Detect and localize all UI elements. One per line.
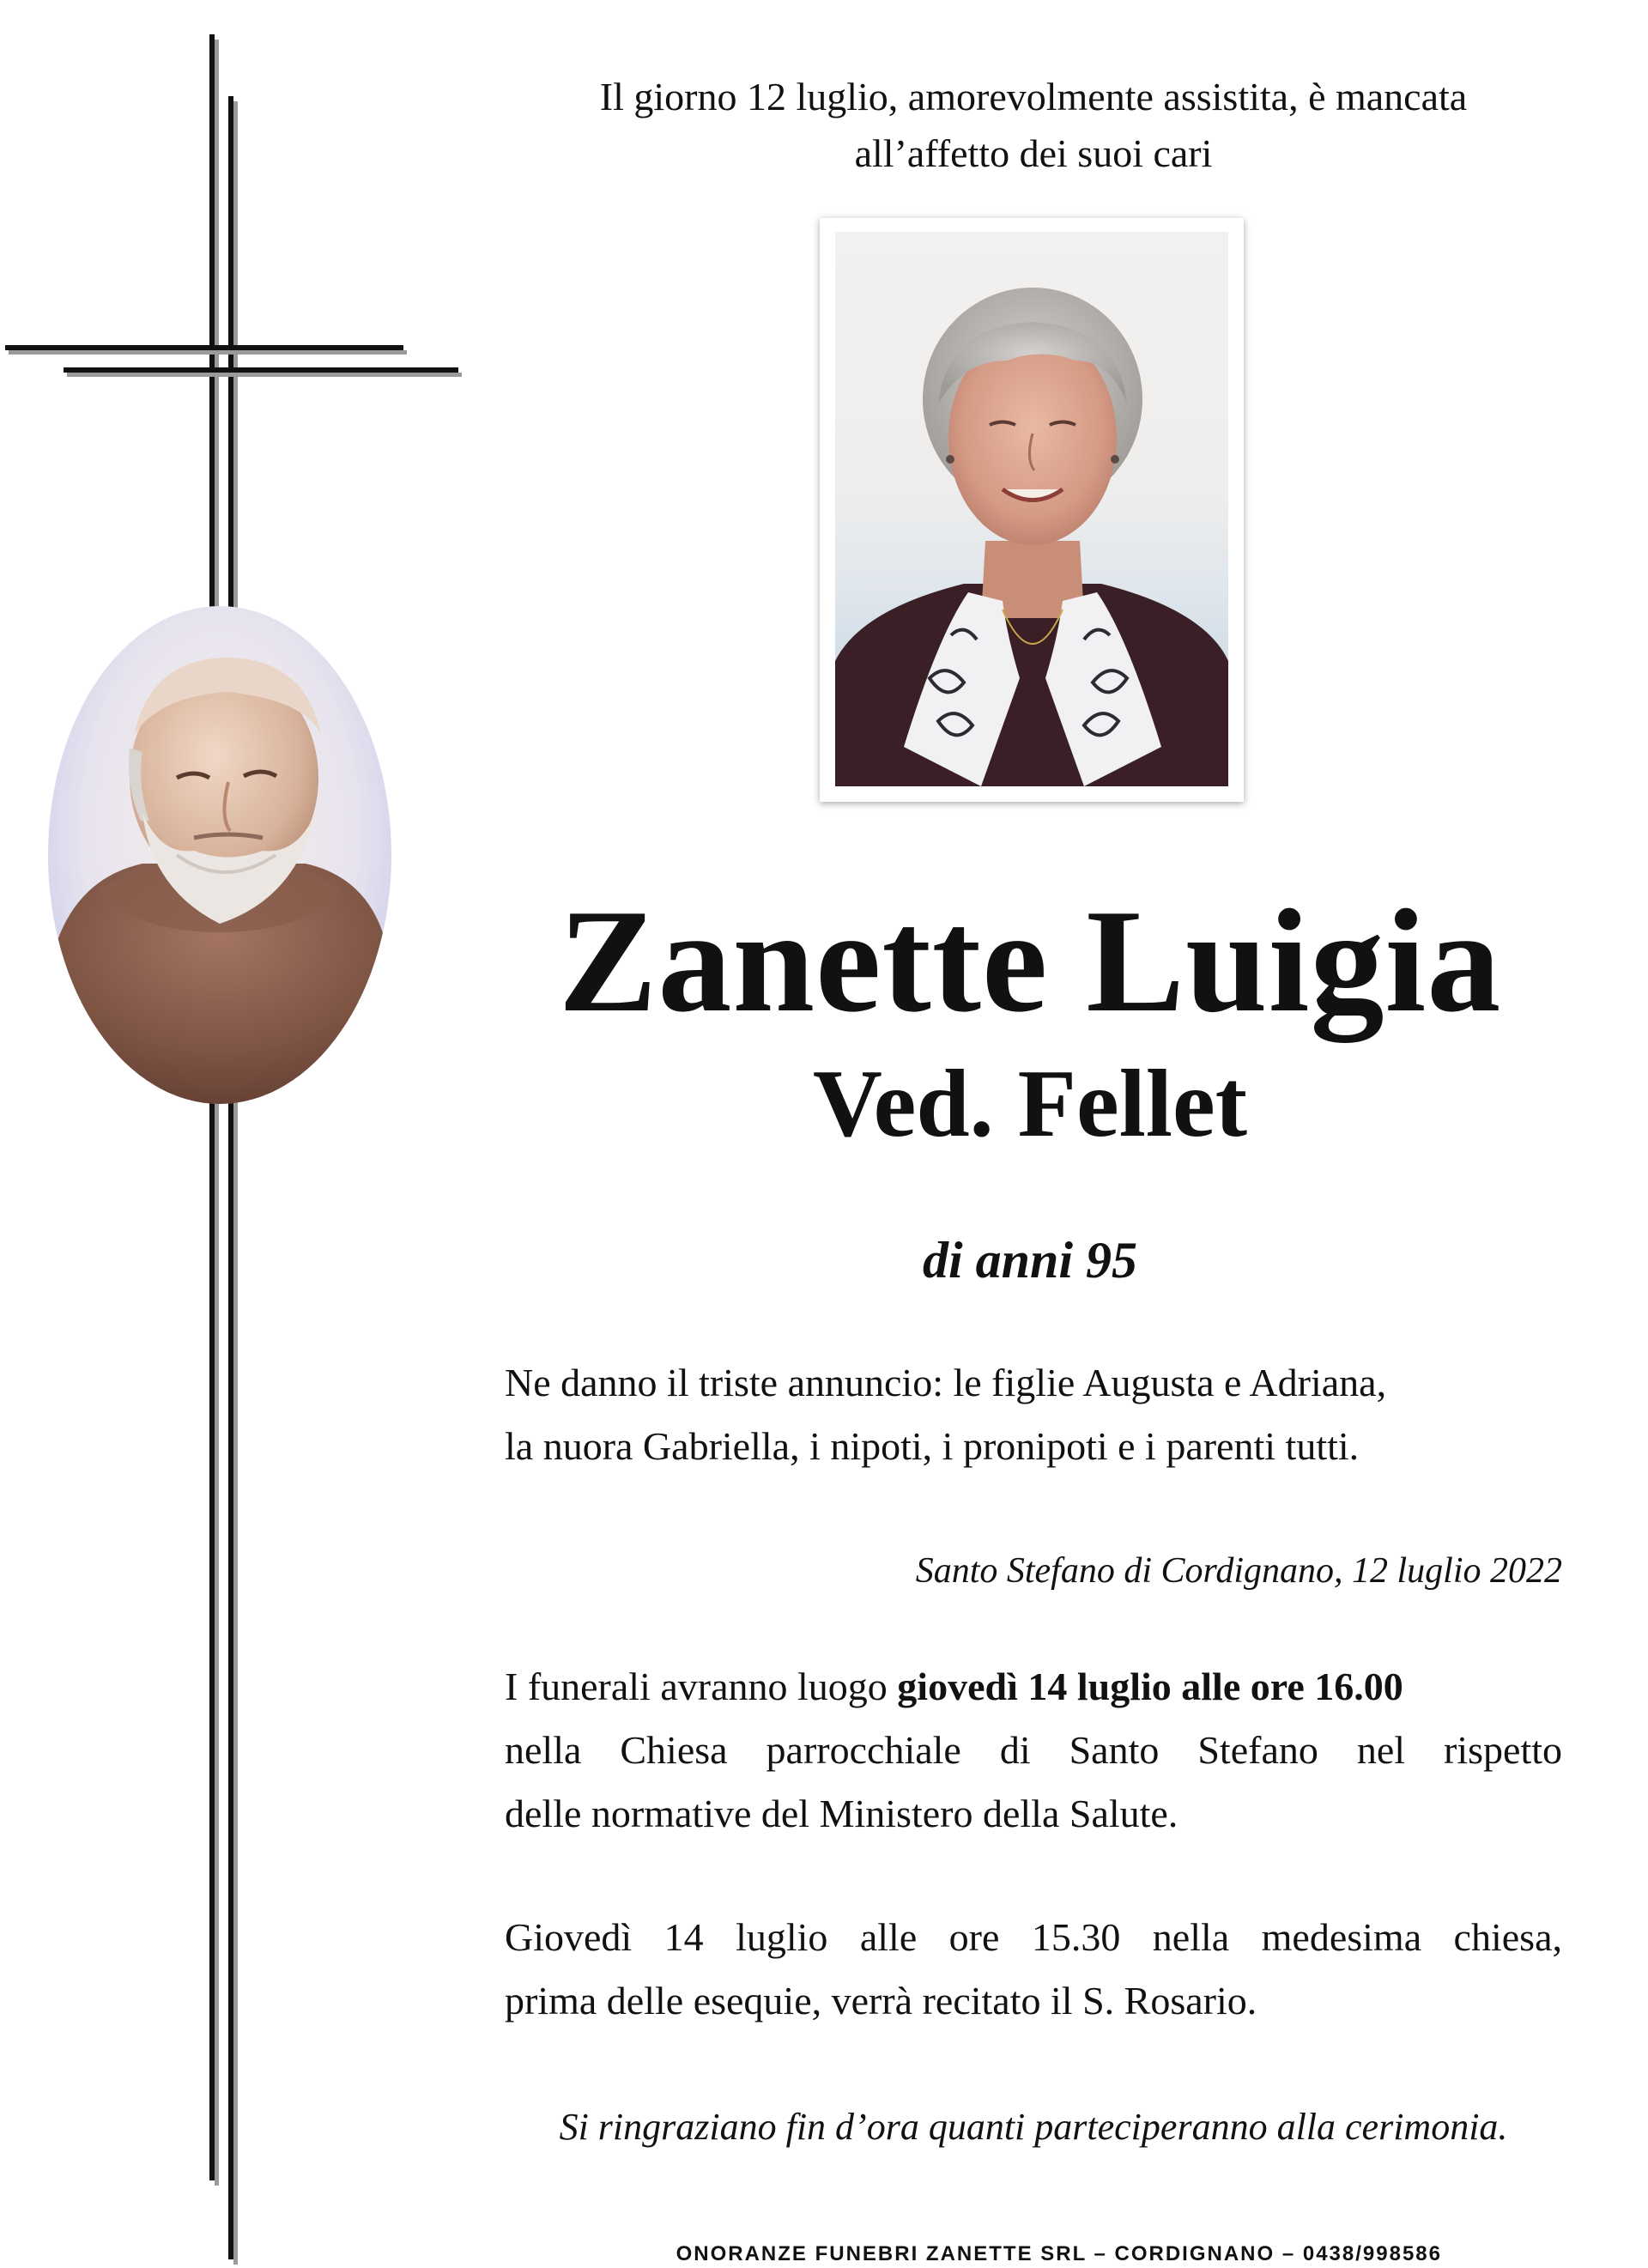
deceased-age: di anni 95 [922, 1232, 1138, 1289]
portrait-image [835, 232, 1228, 786]
funeral-prefix: I funerali avranno luogo [505, 1665, 898, 1708]
cross-horizontal-line-2 [64, 367, 458, 373]
rosary-line-2: prima delle esequie, verrà recitato il S. Rosario. [505, 1979, 1257, 2022]
place-and-date: Santo Stefano di Cordignano, 12 luglio 2022 [915, 1551, 1562, 1591]
cross-horizontal-shadow-2 [67, 373, 462, 377]
intro-line-1: Il giorno 12 luglio, amorevolmente assistita, è mancata [599, 75, 1468, 118]
announcement-line-2: la nuora Gabriella, i nipoti, i pronipoti e i parenti tutti. [505, 1424, 1360, 1468]
intro-text [515, 69, 1552, 182]
cross-vertical-shadow-2 [233, 101, 238, 2265]
funeral-line-2: nella Chiesa parrocchiale di Santo Stefano nel rispetto [505, 1728, 1562, 1772]
funeral-home-footer: ONORANZE FUNEBRI ZANETTE SRL – CORDIGNANO – 0438/998586 [676, 2242, 1442, 2265]
cross-vertical-line-2 [228, 96, 233, 2259]
announcement-line-1: Ne danno il triste annuncio: le figlie Augusta e Adriana, [505, 1361, 1387, 1404]
funeral-paragraph [505, 1655, 1562, 1846]
funeral-date-time: giovedì 14 luglio alle ore 16.00 [897, 1665, 1403, 1708]
announcement-paragraph [505, 1351, 1562, 1478]
funeral-line-3: delle normative del Ministero della Salute. [505, 1792, 1178, 1835]
intro-line-2: all’affetto dei suoi cari [854, 131, 1213, 175]
cross-vertical-shadow [215, 39, 219, 2186]
thanks-note: Si ringraziano fin d’ora quanti parteciperanno alla cerimonia. [559, 2106, 1508, 2148]
cross-vertical-line [209, 34, 215, 2180]
rosary-paragraph [505, 1906, 1562, 2033]
rosary-line-1: Giovedì 14 luglio alle ore 15.30 nella medesima chiesa, [505, 1915, 1562, 1959]
cross-horizontal-line [5, 345, 403, 350]
saint-portrait-image [48, 606, 391, 1104]
cross-horizontal-shadow [9, 350, 407, 355]
deceased-portrait-photo [820, 218, 1244, 802]
funeral-line-1 [505, 1655, 1562, 1719]
deceased-name: Zanette Luigia [558, 880, 1502, 1043]
deceased-widow-of: Ved. Fellet [813, 1051, 1247, 1157]
